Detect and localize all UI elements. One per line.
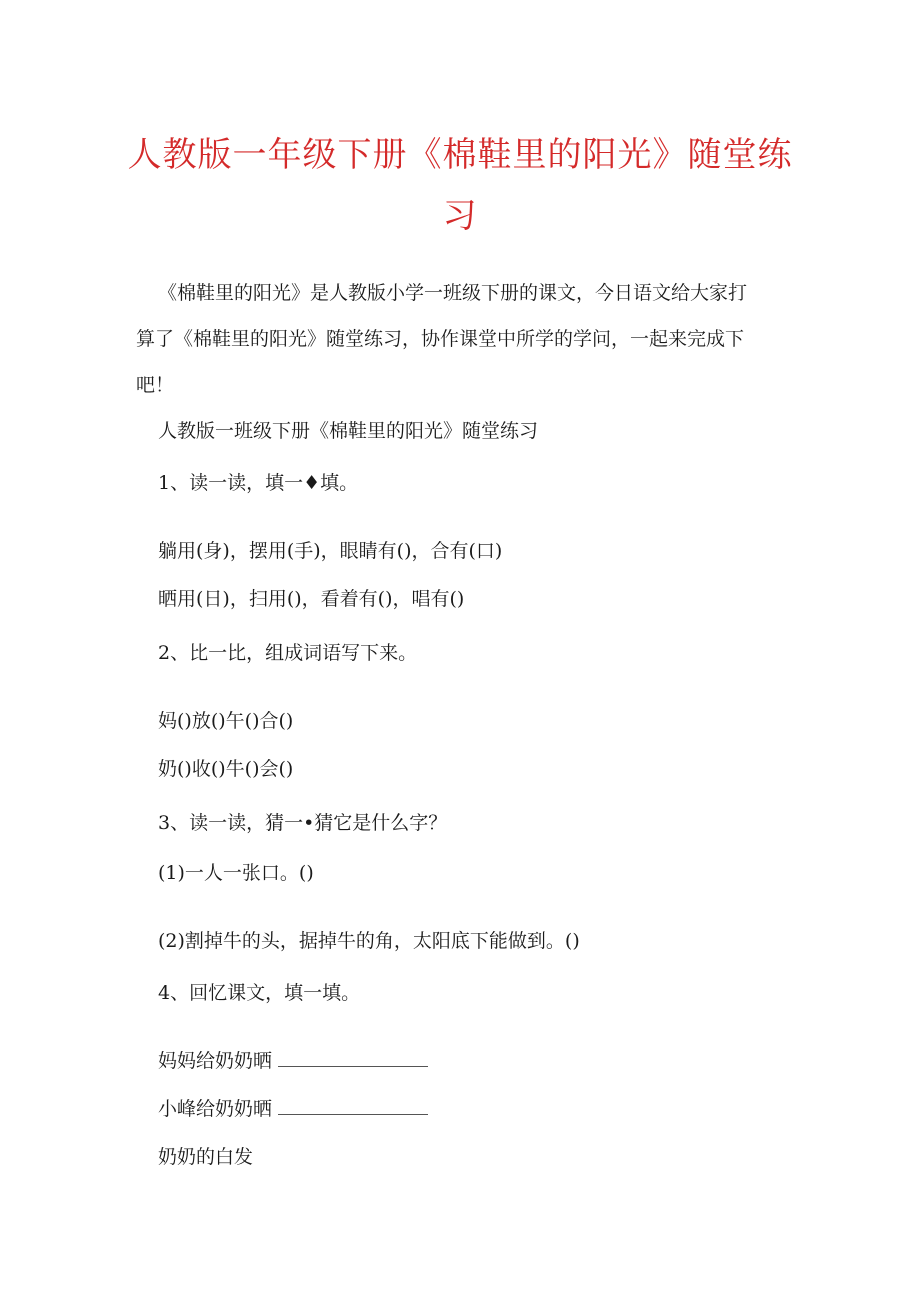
- question-4-row-2-text: 小峰给奶奶晒: [158, 1098, 273, 1120]
- section-heading: 人教版一班级下册《棉鞋里的阳光》随堂练习: [158, 420, 539, 442]
- question-4-row-3: 奶奶的白发: [158, 1146, 254, 1168]
- question-2-row-1: 妈()放()午()合(): [158, 710, 294, 732]
- question-2-row-2: 奶()收()牛()会(): [158, 758, 294, 780]
- answer-blank-1[interactable]: [278, 1048, 428, 1067]
- intro-paragraph: [136, 270, 786, 408]
- document-title-line-1: 人教版一年级下册《棉鞋里的阳光》随堂练: [127, 135, 793, 175]
- intro-line-2: 算了《棉鞋里的阳光》随堂练习，协作课堂中所学的学问，一起来完成下: [136, 328, 745, 350]
- question-1-row-1: 躺用(身)，摆用(手)，眼睛有()，合有(口): [158, 540, 503, 562]
- question-4-row-2: [158, 1096, 428, 1122]
- question-3-prompt: 3、读一读，猜一•猜它是什么字？: [158, 812, 448, 834]
- document-title-line-2: 习: [442, 196, 478, 236]
- question-4-prompt: 4、回忆课文，填一填。: [158, 982, 361, 1004]
- question-3-item-2: (2)割掉牛的头，据掉牛的角，太阳底下能做到。(): [158, 930, 580, 952]
- question-1-prompt: 1、读一读，填一♦填。: [158, 472, 359, 494]
- intro-line-1: 《棉鞋里的阳光》是人教版小学一班级下册的课文，今日语文给大家打: [158, 282, 748, 304]
- question-2-prompt: 2、比一比，组成词语写下来。: [158, 642, 418, 664]
- answer-blank-2[interactable]: [278, 1096, 428, 1115]
- question-4-row-1: [158, 1048, 428, 1074]
- question-4-row-1-text: 妈妈给奶奶晒: [158, 1050, 273, 1072]
- intro-line-3: 吧！: [136, 374, 175, 396]
- question-3-item-1: (1)一人一张口。(): [158, 862, 314, 884]
- question-1-row-2: 晒用(日)，扫用()，看着有()，唱有(): [158, 588, 465, 610]
